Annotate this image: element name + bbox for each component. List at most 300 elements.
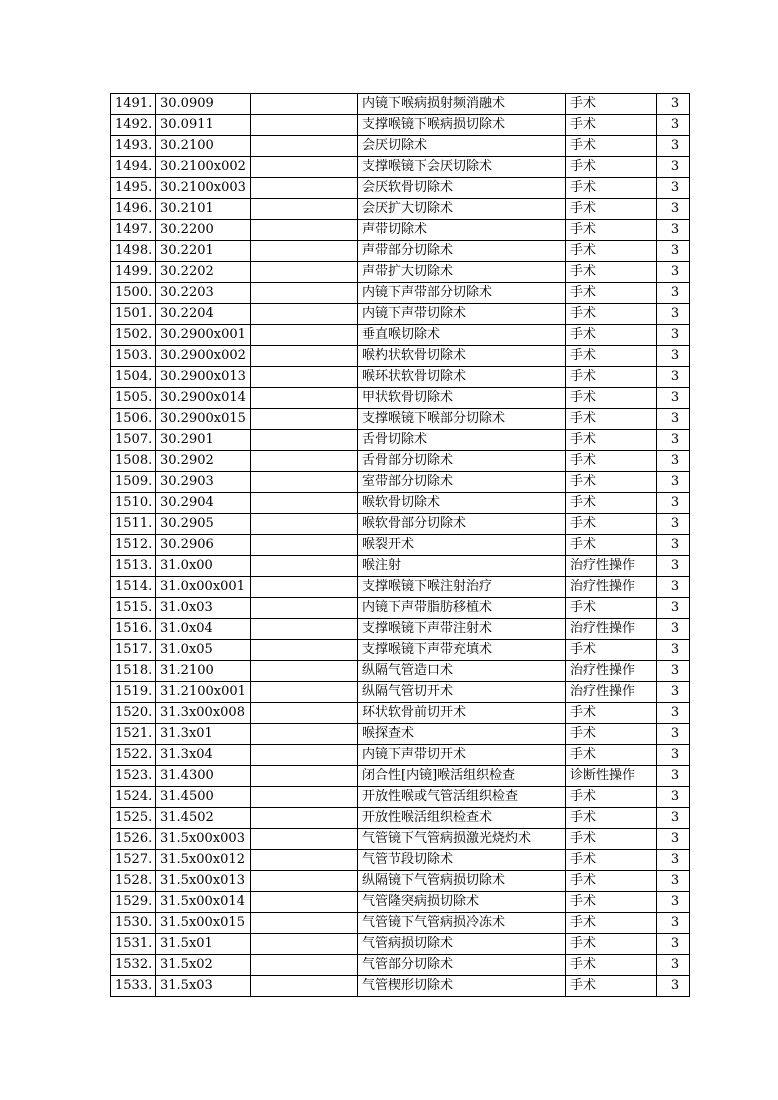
procedure-code: 30.2900x002 — [156, 346, 251, 367]
procedure-name: 内镜下声带部分切除术 — [358, 283, 566, 304]
table-row — [111, 619, 690, 640]
procedure-type: 手术 — [566, 976, 657, 997]
blank-cell — [251, 976, 358, 997]
row-number: 1529. — [111, 892, 156, 913]
table-row — [111, 871, 690, 892]
procedure-type: 手术 — [566, 913, 657, 934]
procedure-level: 3 — [657, 955, 690, 976]
row-number: 1500. — [111, 283, 156, 304]
row-number: 1504. — [111, 367, 156, 388]
procedure-level: 3 — [657, 850, 690, 871]
blank-cell — [251, 283, 358, 304]
procedure-name: 舌骨部分切除术 — [358, 451, 566, 472]
row-number: 1510. — [111, 493, 156, 514]
procedure-level: 3 — [657, 241, 690, 262]
procedure-type: 诊断性操作 — [566, 766, 657, 787]
table-row — [111, 976, 690, 997]
table-row — [111, 115, 690, 136]
row-number: 1498. — [111, 241, 156, 262]
procedure-code: 30.2902 — [156, 451, 251, 472]
procedure-name: 喉软骨部分切除术 — [358, 514, 566, 535]
procedure-level: 3 — [657, 598, 690, 619]
procedure-level: 3 — [657, 766, 690, 787]
procedure-code: 31.4300 — [156, 766, 251, 787]
procedure-name: 内镜下喉病损射频消融术 — [358, 94, 566, 115]
procedure-level: 3 — [657, 94, 690, 115]
procedure-code: 30.2901 — [156, 430, 251, 451]
row-number: 1523. — [111, 766, 156, 787]
table-row — [111, 640, 690, 661]
row-number: 1495. — [111, 178, 156, 199]
procedure-code: 30.2900x001 — [156, 325, 251, 346]
row-number: 1521. — [111, 724, 156, 745]
procedure-type: 手术 — [566, 430, 657, 451]
procedure-name: 纵隔气管切开术 — [358, 682, 566, 703]
procedure-type: 手术 — [566, 199, 657, 220]
procedure-level: 3 — [657, 556, 690, 577]
procedure-level: 3 — [657, 325, 690, 346]
procedure-type: 手术 — [566, 388, 657, 409]
procedure-type: 手术 — [566, 892, 657, 913]
row-number: 1518. — [111, 661, 156, 682]
procedure-name: 开放性喉活组织检查术 — [358, 808, 566, 829]
row-number: 1511. — [111, 514, 156, 535]
procedure-code: 30.2203 — [156, 283, 251, 304]
blank-cell — [251, 640, 358, 661]
row-number: 1532. — [111, 955, 156, 976]
blank-cell — [251, 766, 358, 787]
blank-cell — [251, 178, 358, 199]
procedure-level: 3 — [657, 640, 690, 661]
procedure-type: 治疗性操作 — [566, 661, 657, 682]
table-row — [111, 682, 690, 703]
procedure-code: 31.5x00x015 — [156, 913, 251, 934]
procedure-code: 30.2100x003 — [156, 178, 251, 199]
procedure-level: 3 — [657, 388, 690, 409]
procedure-code: 30.2204 — [156, 304, 251, 325]
row-number: 1531. — [111, 934, 156, 955]
procedure-code: 30.2904 — [156, 493, 251, 514]
blank-cell — [251, 94, 358, 115]
table-row — [111, 913, 690, 934]
procedure-level: 3 — [657, 199, 690, 220]
row-number: 1533. — [111, 976, 156, 997]
procedure-level: 3 — [657, 451, 690, 472]
procedure-name: 纵隔气管造口术 — [358, 661, 566, 682]
procedure-name: 会厌软骨切除术 — [358, 178, 566, 199]
table-row — [111, 304, 690, 325]
procedure-type: 手术 — [566, 535, 657, 556]
row-number: 1526. — [111, 829, 156, 850]
blank-cell — [251, 388, 358, 409]
procedure-name: 垂直喉切除术 — [358, 325, 566, 346]
procedure-name: 支撑喉镜下喉部分切除术 — [358, 409, 566, 430]
table-row — [111, 703, 690, 724]
row-number: 1502. — [111, 325, 156, 346]
procedure-level: 3 — [657, 976, 690, 997]
row-number: 1499. — [111, 262, 156, 283]
procedure-code: 31.3x00x008 — [156, 703, 251, 724]
procedure-level: 3 — [657, 430, 690, 451]
procedure-name: 环状软骨前切开术 — [358, 703, 566, 724]
procedure-code: 31.5x00x013 — [156, 871, 251, 892]
procedure-type: 手术 — [566, 115, 657, 136]
blank-cell — [251, 493, 358, 514]
procedure-name: 支撑喉镜下喉病损切除术 — [358, 115, 566, 136]
procedure-level: 3 — [657, 136, 690, 157]
blank-cell — [251, 367, 358, 388]
procedure-name: 纵隔镜下气管病损切除术 — [358, 871, 566, 892]
procedure-code: 30.2101 — [156, 199, 251, 220]
procedure-level: 3 — [657, 535, 690, 556]
procedure-level: 3 — [657, 808, 690, 829]
table-row — [111, 556, 690, 577]
procedure-code: 30.2903 — [156, 472, 251, 493]
procedure-level: 3 — [657, 787, 690, 808]
procedure-code: 31.5x00x003 — [156, 829, 251, 850]
procedure-type: 手术 — [566, 703, 657, 724]
procedure-name: 支撑喉镜下会厌切除术 — [358, 157, 566, 178]
blank-cell — [251, 871, 358, 892]
procedure-code: 31.2100x001 — [156, 682, 251, 703]
procedure-type: 手术 — [566, 808, 657, 829]
row-number: 1512. — [111, 535, 156, 556]
table-row — [111, 346, 690, 367]
blank-cell — [251, 304, 358, 325]
procedure-type: 手术 — [566, 157, 657, 178]
table-row — [111, 514, 690, 535]
procedure-type: 手术 — [566, 325, 657, 346]
blank-cell — [251, 745, 358, 766]
table-row — [111, 178, 690, 199]
procedure-code: 31.3x04 — [156, 745, 251, 766]
row-number: 1516. — [111, 619, 156, 640]
row-number: 1496. — [111, 199, 156, 220]
table-row — [111, 136, 690, 157]
table-row — [111, 808, 690, 829]
procedure-level: 3 — [657, 178, 690, 199]
row-number: 1525. — [111, 808, 156, 829]
procedure-name: 气管镜下气管病损冷冻术 — [358, 913, 566, 934]
procedure-name: 会厌扩大切除术 — [358, 199, 566, 220]
table-row — [111, 283, 690, 304]
procedure-type: 手术 — [566, 472, 657, 493]
procedure-name: 喉环状软骨切除术 — [358, 367, 566, 388]
procedure-name: 支撑喉镜下声带充填术 — [358, 640, 566, 661]
table-row — [111, 955, 690, 976]
procedure-level: 3 — [657, 913, 690, 934]
table-row — [111, 262, 690, 283]
procedure-name: 气管节段切除术 — [358, 850, 566, 871]
procedure-name: 声带部分切除术 — [358, 241, 566, 262]
procedure-code: 30.2201 — [156, 241, 251, 262]
procedure-code: 31.5x00x012 — [156, 850, 251, 871]
blank-cell — [251, 955, 358, 976]
procedure-name: 气管病损切除术 — [358, 934, 566, 955]
table-row — [111, 241, 690, 262]
procedure-type: 手术 — [566, 598, 657, 619]
blank-cell — [251, 136, 358, 157]
blank-cell — [251, 115, 358, 136]
row-number: 1530. — [111, 913, 156, 934]
blank-cell — [251, 220, 358, 241]
procedure-type: 手术 — [566, 262, 657, 283]
procedure-table — [110, 93, 690, 997]
blank-cell — [251, 472, 358, 493]
row-number: 1520. — [111, 703, 156, 724]
blank-cell — [251, 619, 358, 640]
procedure-type: 手术 — [566, 94, 657, 115]
blank-cell — [251, 514, 358, 535]
procedure-name: 内镜下声带脂肪移植术 — [358, 598, 566, 619]
procedure-code: 30.0911 — [156, 115, 251, 136]
row-number: 1491. — [111, 94, 156, 115]
row-number: 1515. — [111, 598, 156, 619]
procedure-level: 3 — [657, 220, 690, 241]
row-number: 1508. — [111, 451, 156, 472]
procedure-code: 30.0909 — [156, 94, 251, 115]
procedure-name: 气管隆突病损切除术 — [358, 892, 566, 913]
procedure-name: 内镜下声带切开术 — [358, 745, 566, 766]
blank-cell — [251, 703, 358, 724]
procedure-level: 3 — [657, 724, 690, 745]
procedure-name: 声带切除术 — [358, 220, 566, 241]
table-row — [111, 409, 690, 430]
table-row — [111, 829, 690, 850]
table-row — [111, 892, 690, 913]
procedure-level: 3 — [657, 577, 690, 598]
blank-cell — [251, 577, 358, 598]
procedure-name: 喉注射 — [358, 556, 566, 577]
row-number: 1522. — [111, 745, 156, 766]
procedure-type: 手术 — [566, 367, 657, 388]
procedure-type: 手术 — [566, 850, 657, 871]
row-number: 1514. — [111, 577, 156, 598]
table-row — [111, 577, 690, 598]
procedure-type: 手术 — [566, 493, 657, 514]
blank-cell — [251, 535, 358, 556]
procedure-level: 3 — [657, 262, 690, 283]
procedure-type: 治疗性操作 — [566, 682, 657, 703]
table-row — [111, 388, 690, 409]
row-number: 1492. — [111, 115, 156, 136]
procedure-code: 31.5x02 — [156, 955, 251, 976]
procedure-code: 30.2900x014 — [156, 388, 251, 409]
blank-cell — [251, 199, 358, 220]
blank-cell — [251, 892, 358, 913]
table-row — [111, 94, 690, 115]
blank-cell — [251, 787, 358, 808]
procedure-code: 30.2905 — [156, 514, 251, 535]
procedure-type: 手术 — [566, 745, 657, 766]
row-number: 1509. — [111, 472, 156, 493]
procedure-name: 舌骨切除术 — [358, 430, 566, 451]
procedure-code: 30.2202 — [156, 262, 251, 283]
procedure-level: 3 — [657, 367, 690, 388]
procedure-level: 3 — [657, 682, 690, 703]
procedure-code: 31.0x04 — [156, 619, 251, 640]
blank-cell — [251, 934, 358, 955]
row-number: 1527. — [111, 850, 156, 871]
blank-cell — [251, 913, 358, 934]
procedure-level: 3 — [657, 472, 690, 493]
blank-cell — [251, 661, 358, 682]
procedure-type: 手术 — [566, 304, 657, 325]
table-row — [111, 850, 690, 871]
blank-cell — [251, 430, 358, 451]
procedure-code: 31.0x00x001 — [156, 577, 251, 598]
procedure-code: 31.5x00x014 — [156, 892, 251, 913]
blank-cell — [251, 262, 358, 283]
row-number: 1507. — [111, 430, 156, 451]
blank-cell — [251, 409, 358, 430]
procedure-type: 手术 — [566, 241, 657, 262]
procedure-name: 开放性喉或气管活组织检查 — [358, 787, 566, 808]
row-number: 1528. — [111, 871, 156, 892]
procedure-code: 30.2100x002 — [156, 157, 251, 178]
table-row — [111, 472, 690, 493]
procedure-level: 3 — [657, 409, 690, 430]
procedure-level: 3 — [657, 304, 690, 325]
procedure-code: 31.0x05 — [156, 640, 251, 661]
procedure-name: 会厌切除术 — [358, 136, 566, 157]
row-number: 1493. — [111, 136, 156, 157]
procedure-code: 30.2900x015 — [156, 409, 251, 430]
procedure-code: 31.4500 — [156, 787, 251, 808]
procedure-level: 3 — [657, 157, 690, 178]
table-row — [111, 451, 690, 472]
row-number: 1494. — [111, 157, 156, 178]
procedure-name: 气管部分切除术 — [358, 955, 566, 976]
procedure-level: 3 — [657, 493, 690, 514]
procedure-code: 30.2900x013 — [156, 367, 251, 388]
blank-cell — [251, 682, 358, 703]
procedure-type: 手术 — [566, 409, 657, 430]
procedure-name: 支撑喉镜下喉注射治疗 — [358, 577, 566, 598]
procedure-type: 手术 — [566, 220, 657, 241]
procedure-name: 内镜下声带切除术 — [358, 304, 566, 325]
procedure-type: 手术 — [566, 724, 657, 745]
procedure-type: 手术 — [566, 283, 657, 304]
procedure-level: 3 — [657, 745, 690, 766]
procedure-name: 喉杓状软骨切除术 — [358, 346, 566, 367]
table-row — [111, 430, 690, 451]
procedure-name: 气管镜下气管病损激光烧灼术 — [358, 829, 566, 850]
procedure-level: 3 — [657, 619, 690, 640]
procedure-type: 治疗性操作 — [566, 577, 657, 598]
procedure-type: 手术 — [566, 346, 657, 367]
procedure-level: 3 — [657, 661, 690, 682]
procedure-name: 支撑喉镜下声带注射术 — [358, 619, 566, 640]
blank-cell — [251, 157, 358, 178]
row-number: 1517. — [111, 640, 156, 661]
row-number: 1503. — [111, 346, 156, 367]
table-row — [111, 325, 690, 346]
table-row — [111, 934, 690, 955]
blank-cell — [251, 724, 358, 745]
procedure-type: 手术 — [566, 955, 657, 976]
row-number: 1506. — [111, 409, 156, 430]
procedure-code: 31.5x03 — [156, 976, 251, 997]
procedure-type: 治疗性操作 — [566, 556, 657, 577]
blank-cell — [251, 325, 358, 346]
table-row — [111, 157, 690, 178]
blank-cell — [251, 556, 358, 577]
procedure-type: 手术 — [566, 787, 657, 808]
table-row — [111, 220, 690, 241]
table-row — [111, 199, 690, 220]
procedure-name: 闭合性[内镜]喉活组织检查 — [358, 766, 566, 787]
row-number: 1497. — [111, 220, 156, 241]
blank-cell — [251, 241, 358, 262]
procedure-name: 喉裂开术 — [358, 535, 566, 556]
procedure-name: 气管楔形切除术 — [358, 976, 566, 997]
procedure-code: 31.3x01 — [156, 724, 251, 745]
blank-cell — [251, 829, 358, 850]
procedure-level: 3 — [657, 283, 690, 304]
blank-cell — [251, 451, 358, 472]
procedure-code: 30.2100 — [156, 136, 251, 157]
procedure-code: 31.0x00 — [156, 556, 251, 577]
procedure-type: 手术 — [566, 871, 657, 892]
table-row — [111, 787, 690, 808]
procedure-type: 手术 — [566, 640, 657, 661]
procedure-code: 31.0x03 — [156, 598, 251, 619]
procedure-name: 室带部分切除术 — [358, 472, 566, 493]
blank-cell — [251, 850, 358, 871]
procedure-level: 3 — [657, 514, 690, 535]
row-number: 1524. — [111, 787, 156, 808]
procedure-name: 喉软骨切除术 — [358, 493, 566, 514]
procedure-type: 手术 — [566, 451, 657, 472]
procedure-name: 喉探查术 — [358, 724, 566, 745]
table-row — [111, 367, 690, 388]
procedure-type: 手术 — [566, 934, 657, 955]
procedure-name: 甲状软骨切除术 — [358, 388, 566, 409]
procedure-table-body — [111, 94, 690, 997]
procedure-type: 手术 — [566, 136, 657, 157]
procedure-level: 3 — [657, 871, 690, 892]
procedure-level: 3 — [657, 703, 690, 724]
blank-cell — [251, 808, 358, 829]
row-number: 1519. — [111, 682, 156, 703]
procedure-code: 31.2100 — [156, 661, 251, 682]
procedure-level: 3 — [657, 829, 690, 850]
table-row — [111, 661, 690, 682]
blank-cell — [251, 346, 358, 367]
procedure-type: 手术 — [566, 829, 657, 850]
procedure-type: 治疗性操作 — [566, 619, 657, 640]
row-number: 1505. — [111, 388, 156, 409]
procedure-level: 3 — [657, 115, 690, 136]
procedure-level: 3 — [657, 934, 690, 955]
procedure-code: 30.2200 — [156, 220, 251, 241]
table-row — [111, 598, 690, 619]
procedure-type: 手术 — [566, 178, 657, 199]
blank-cell — [251, 598, 358, 619]
row-number: 1513. — [111, 556, 156, 577]
table-row — [111, 766, 690, 787]
procedure-code: 30.2906 — [156, 535, 251, 556]
procedure-level: 3 — [657, 892, 690, 913]
procedure-code: 31.5x01 — [156, 934, 251, 955]
procedure-code: 31.4502 — [156, 808, 251, 829]
procedure-name: 声带扩大切除术 — [358, 262, 566, 283]
table-row — [111, 493, 690, 514]
table-row — [111, 724, 690, 745]
procedure-type: 手术 — [566, 514, 657, 535]
table-row — [111, 535, 690, 556]
